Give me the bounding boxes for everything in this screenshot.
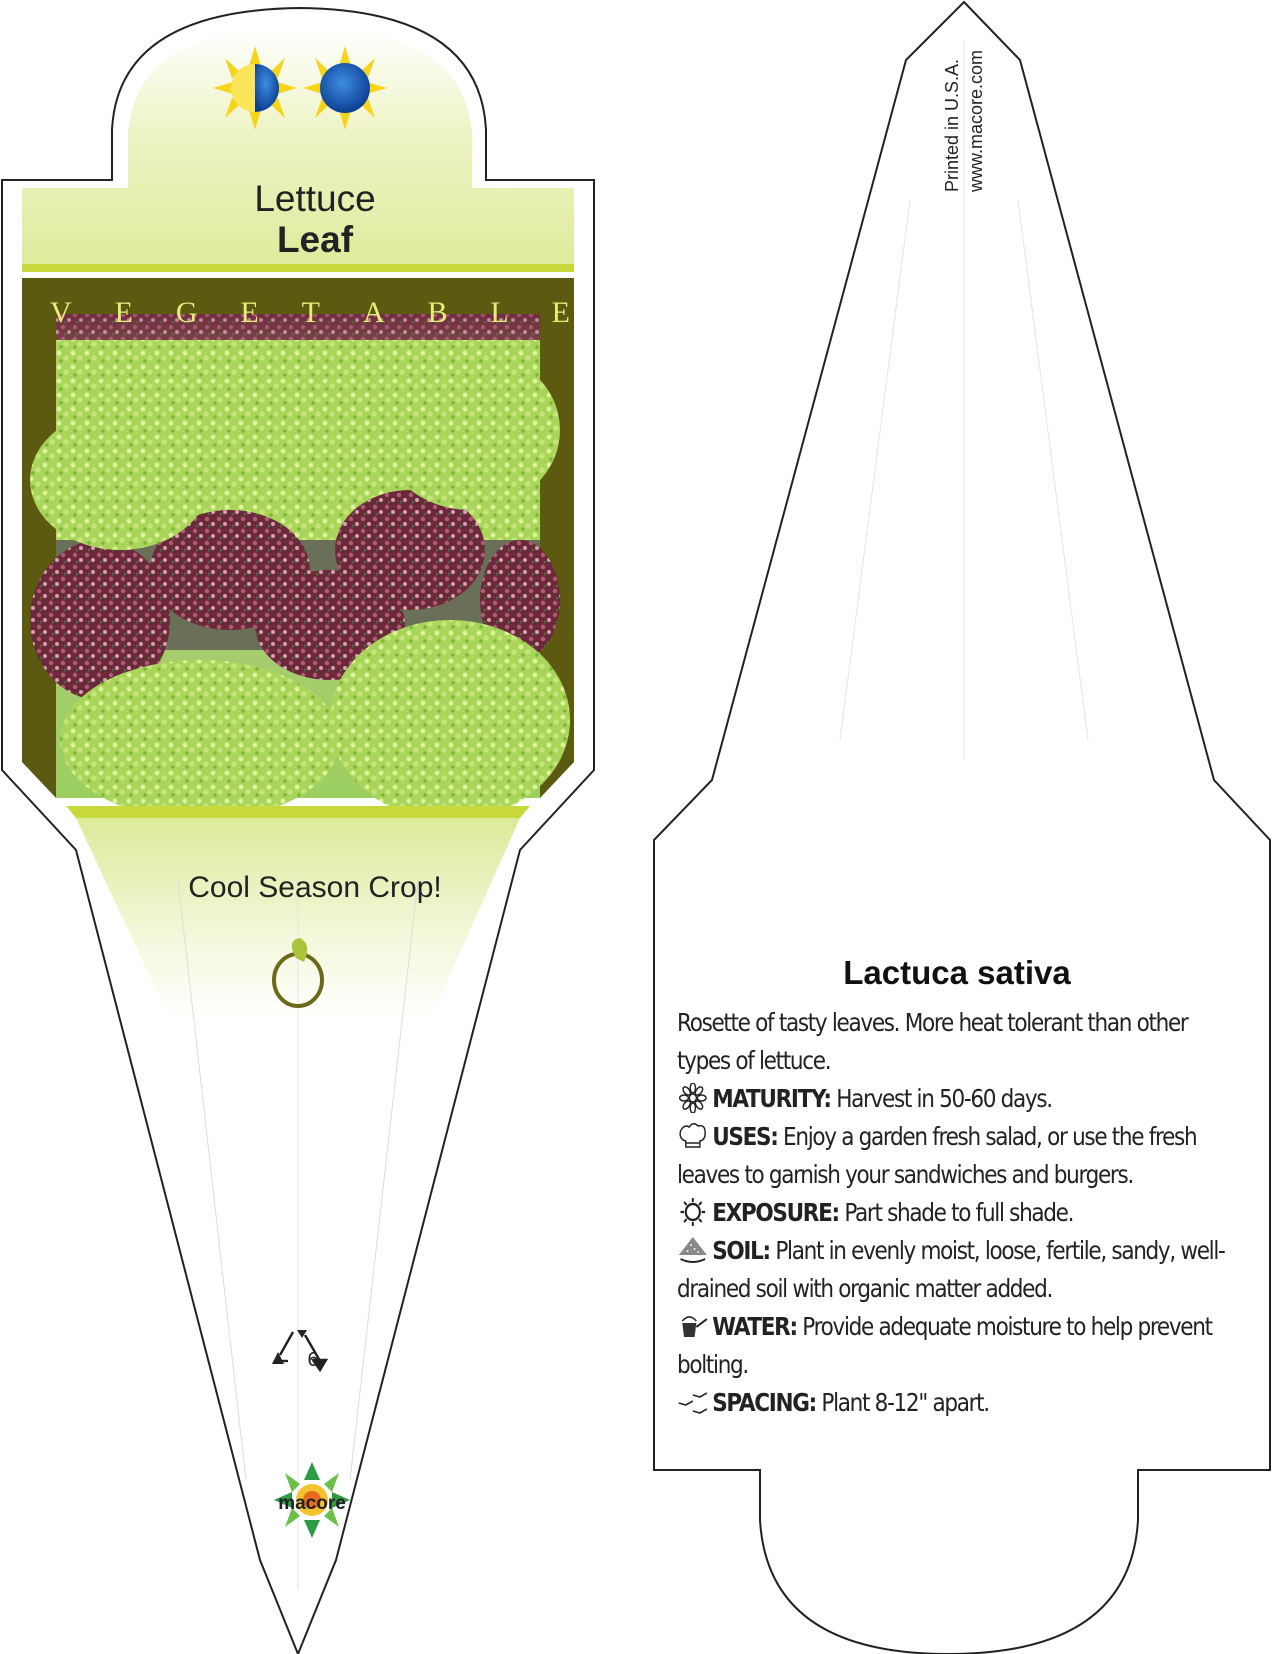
category-letter: L [490, 296, 509, 329]
plant-variety: Leaf [276, 219, 354, 260]
soil-label: SOIL: [712, 1236, 770, 1265]
chef-hat-icon [677, 1121, 709, 1151]
uses-row [677, 1118, 1237, 1194]
soil-row [677, 1232, 1237, 1308]
category-label [50, 296, 570, 336]
category-letter: B [427, 296, 448, 329]
care-info [677, 954, 1237, 1422]
category-letter: E [551, 296, 570, 329]
category-letter: E [114, 296, 133, 329]
tagline: Cool Season Crop! [188, 871, 442, 904]
shade-icon [303, 46, 387, 130]
print-info [940, 50, 988, 192]
uses-text: Enjoy a garden fresh salad, or use the fresh leaves to garnish your sandwiches and burgers. [677, 1122, 1197, 1189]
maturity-row [677, 1080, 1237, 1118]
plant-name: Lettuce [254, 178, 376, 219]
spacing-icon [677, 1387, 709, 1417]
water-row [677, 1308, 1237, 1384]
maturity-text: Harvest in 50-60 days. [830, 1084, 1052, 1113]
category-letter: A [362, 296, 385, 329]
sun-icon [677, 1197, 709, 1227]
maturity-label: MATURITY: [712, 1084, 831, 1113]
category-letter: G [175, 296, 198, 329]
category-letter: T [301, 296, 320, 329]
spacing-label: SPACING: [712, 1388, 816, 1417]
description: Rosette of tasty leaves. More heat tolerant than other types of lettuce. [677, 1008, 1188, 1075]
recycle-number: 6 [307, 1349, 319, 1371]
flower-icon [677, 1083, 709, 1113]
spacing-text: Plant 8-12" apart. [815, 1388, 989, 1417]
water-label: WATER: [712, 1312, 797, 1341]
lettuce-photo [30, 314, 570, 820]
watering-can-icon [677, 1311, 709, 1341]
website: www.macore.com [966, 50, 986, 193]
exposure-label: EXPOSURE: [712, 1198, 839, 1227]
exposure-row [677, 1194, 1237, 1232]
category-letter: E [240, 296, 259, 329]
part-sun-icon [213, 46, 297, 130]
brand-name: macore [278, 1493, 346, 1514]
category-letter: V [50, 296, 72, 329]
water-text: Provide adequate moisture to help prevent bolting. [677, 1312, 1212, 1379]
exposure-text: Part shade to full shade. [838, 1198, 1074, 1227]
uses-label: USES: [712, 1122, 778, 1151]
printed-in: Printed in U.S.A. [942, 58, 962, 193]
spacing-row [677, 1384, 1237, 1422]
soil-text: Plant in evenly moist, loose, fertile, sandy, well-drained soil with organic matter added. [677, 1236, 1225, 1303]
soil-icon [677, 1235, 709, 1265]
scientific-name: Lactuca sativa [843, 954, 1071, 991]
